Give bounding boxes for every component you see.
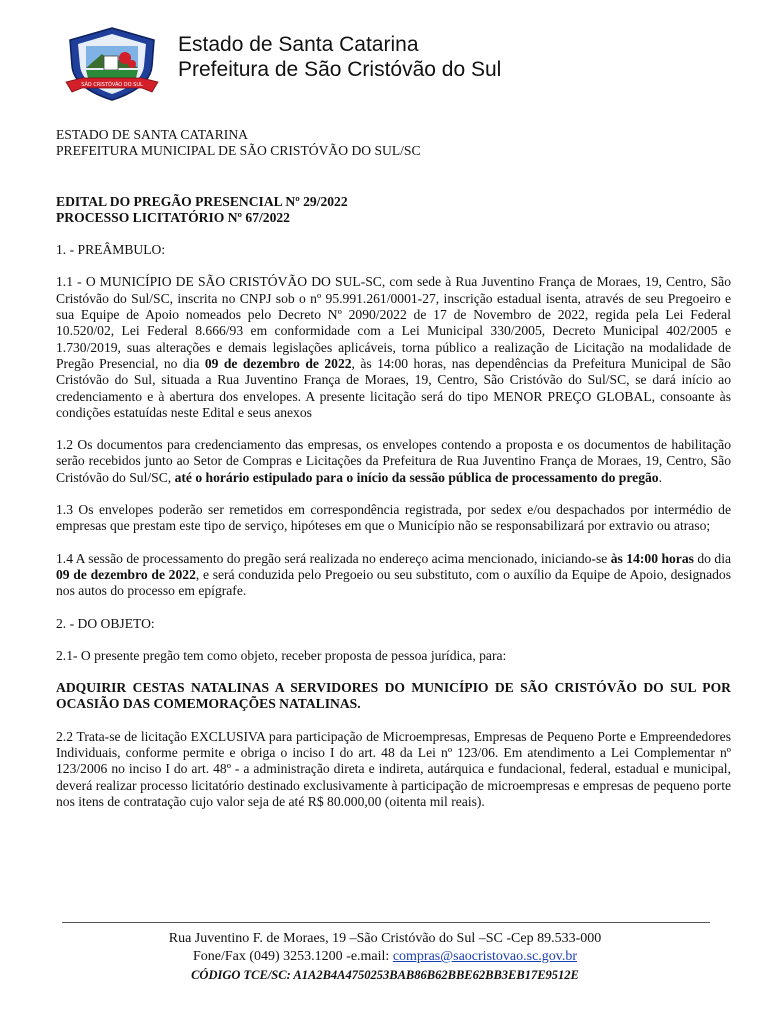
footer [0, 930, 770, 984]
footer-divider [62, 922, 710, 923]
logo-ribbon-text: SÃO CRISTÓVÃO DO SUL [81, 82, 143, 88]
footer-tce-code: CÓDIGO TCE/SC: A1A2B4A4750253BAB86B62BBE62BB3EB17E9512E [191, 968, 579, 982]
header-municipality: PREFEITURA MUNICIPAL DE SÃO CRISTÓVÃO DO SUL/SC [56, 143, 421, 159]
header-state: ESTADO DE SANTA CATARINA [56, 127, 248, 142]
letterhead-prefecture: Prefeitura de São Cristóvão do Sul [178, 58, 502, 81]
footer-address: Rua Juventino F. de Moraes, 19 –São Cristóvão do Sul –SC -Cep 89.533-000 [168, 931, 602, 946]
processo-title: PROCESSO LICITATÓRIO Nº 67/2022 [56, 209, 290, 225]
preambulo-heading: 1. - PREÂMBULO: [56, 242, 166, 258]
paragraph-2-2: 2.2 Trata-se de licitação EXCLUSIVA para participação de Microempresas, Empresas de Pequeno Porte e Empreendedores Individuais, conforme permite e obriga o inciso I do art. 48 da Lei nº 123/06. Em atendimento a Lei Complementar nº 123/2006 no inciso I do art. 48º - a administração direta e indireta, autárquica e fundacional, federal, estadual e municipal, deverá realizar processo licitatório destinado exclusivamente à participação de microempresas e empresas de pequeno porte nos itens de contratação cujo valor seja de até R$ 80.000,00 (oitenta mil reais). [56, 728, 731, 809]
document-body [56, 127, 731, 810]
footer-email-link[interactable]: compras@saocristovao.sc.gov.br [392, 949, 578, 964]
paragraph-1-3: 1.3 Os envelopes poderão ser remetidos em correspondência registrada, por sedex e/ou despachados por intermédio de empresas que prestam este tipo de serviço, hipóteses em que o Município não se responsabilizará por extravio ou atraso; [56, 502, 731, 534]
paragraph-1-4: 1.4 A sessão de processamento do pregão será realizada no endereço acima mencionado, iniciando-se às 14:00 horas do dia 09 de dezembro de 2022, e será conduzida pelo Pregoeio ou seu substituto, com o auxílio da Equipe de Apoio, designados nos autos do processo em epígrafe. [56, 550, 732, 599]
letterhead-state: Estado de Santa Catarina [178, 33, 419, 56]
objeto-heading: 2. - DO OBJETO: [56, 615, 155, 631]
letterhead [178, 32, 501, 82]
objeto-text: ADQUIRIR CESTAS NATALINAS A SERVIDORES DO MUNICÍPIO DE SÃO CRISTÓVÃO DO SUL POR OCASIÃO DAS COMEMORAÇÕES NATALINAS. [56, 680, 731, 712]
paragraph-2-1: 2.1- O presente pregão tem como objeto, receber proposta de pessoa jurídica, para: [56, 647, 507, 663]
coat-of-arms-icon [62, 26, 162, 106]
paragraph-1-2: 1.2 Os documentos para credenciamento das empresas, os envelopes contendo a proposta e os documentos de habilitação serão recebidos junto ao Setor de Compras e Licitações da Prefeitura de Rua Juventino França de Moraes, 19, Centro, São Cristóvão do Sul/SC, até o horário estipulado para o início da sessão pública de processamento do pregão. [56, 437, 731, 485]
footer-contact: Fone/Fax (049) 3253.1200 -e.mail: compras@saocristovao.sc.gov.br [192, 949, 578, 964]
edital-title: EDITAL DO PREGÃO PRESENCIAL Nº 29/2022 [56, 193, 348, 209]
paragraph-1-1: 1.1 - O MUNICÍPIO DE SÃO CRISTÓVÃO DO SUL-SC, com sede à Rua Juventino França de Moraes, 19, Centro, São Cristóvão do Sul/SC, inscrita no CNPJ sob o nº 95.991.261/0001-27, inscrição estadual isenta, através de seu Pregoeiro e sua Equipe de Apoio nomeados pelo Decreto Nº 2090/2022 de 17 de Novembro de 2022, regida pela Lei Federal 10.520/02, Lei Federal 8.666/93 em conformidade com a Lei Municipal 330/2005, Decreto Municipal 402/2005 e 1.730/2019, suas alterações e demais legislações aplicáveis, torna público a realização de Licitação na modalidade de Pregão Presencial, no dia 09 de dezembro de 2022, às 14:00 horas, nas dependências da Prefeitura Municipal de São Cristóvão do Sul, situada a Rua Juventino França de Moraes, 19, Centro, São Cristóvão do Sul/SC, se dará início ao credenciamento e à abertura dos envelopes. A presente licitação será do tipo MENOR PREÇO GLOBAL, consoante às condições estatuídas neste Edital e seus anexos [56, 274, 731, 420]
